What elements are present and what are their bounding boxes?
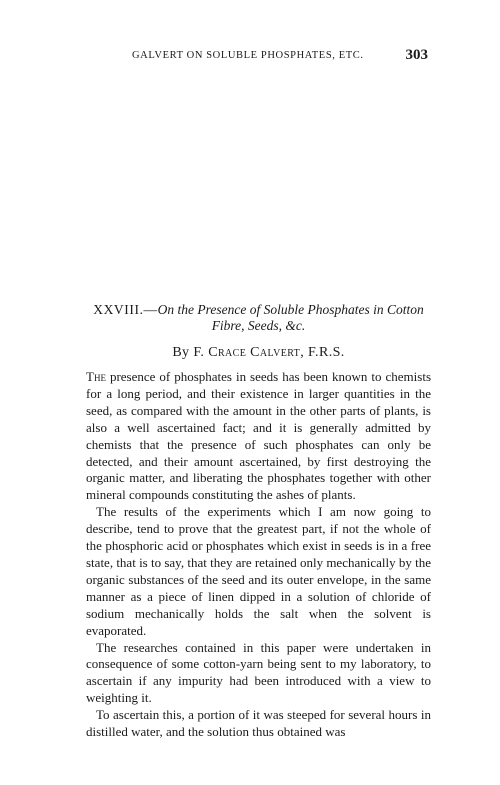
article-body	[86, 369, 431, 741]
article-number: XXVIII.—	[93, 302, 158, 317]
article-title	[86, 302, 431, 334]
page-number: 303	[405, 47, 428, 63]
paragraph-4: To ascertain this, a portion of it was steeped for several hours in distilled water, and the solution thus obtained was	[86, 707, 431, 740]
paragraph-1	[86, 369, 431, 504]
running-title: GALVERT ON SOLUBLE PHOSPHATES, ETC.	[132, 50, 364, 61]
author-name: F. Crace Calvert, F.R.S.	[193, 345, 345, 360]
byline-prefix: By	[172, 345, 190, 360]
paragraph-1-text: presence of phosphates in seeds has been known to chemists for a long period, and their existence in larger quantities in the seed, as compared with the amount in the other parts of plants, is also a well ascertained fact; and it is generally admitted by chemists that the presence of such phosphates can only be detected, and their amount ascertained, by first destroying the organic matter, and liberating the phosphates together with other mineral compounds constituting the ashes of plants.	[86, 369, 431, 503]
paragraph-3: The researches contained in this paper were undertaken in consequence of some cotton-yarn being sent to my laboratory, to ascertain if any impurity had been introduced with a view to weighting it.	[86, 639, 431, 706]
paragraph-1-lead: The	[86, 369, 106, 384]
article-title-text: On the Presence of Soluble Phosphates in Cotton Fibre, Seeds, &c.	[157, 302, 424, 333]
paragraph-2: The results of the experiments which I am now going to describe, tend to prove that the greatest part, if not the whole of the phosphoric acid or phosphates which exist in seeds is in a free state, that is to say, that they are retained only mechanically by the organic substances of the seed and its outer envelope, in the same manner as a piece of linen dipped in a solution of chloride of sodium mechanically holds the salt when the solvent is evaporated.	[86, 504, 431, 638]
byline	[86, 344, 431, 362]
running-head	[88, 46, 428, 66]
